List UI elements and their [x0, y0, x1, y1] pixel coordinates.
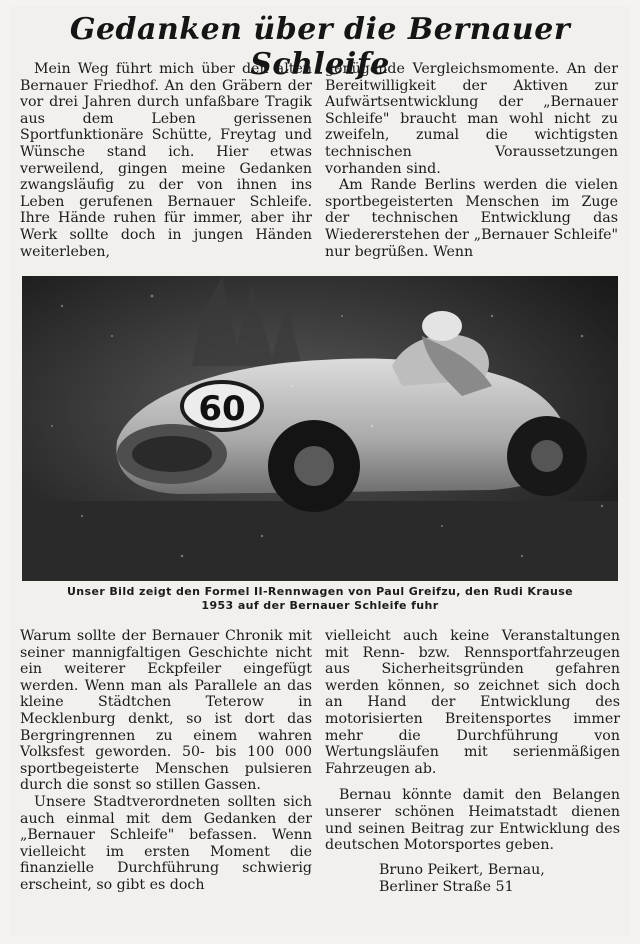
- article-column-top-right: [325, 61, 618, 260]
- paragraph: genügende Vergleichsmomente. An der Bereitwilligkeit der Aktiven zur Aufwärtsentwicklung der „Bernauer Schleife" braucht man wohl nicht zu zweifeln, zumal die wichtigsten technischen Voraussetzungen vorhanden sind.: [325, 61, 618, 177]
- paragraph: Mein Weg führt mich über den alten Bernauer Friedhof. An den Gräbern der vor drei Jahren durch unfaßbare Tragik aus dem Leben gerissenen Sportfunktionäre Schütte, Freytag und Wünsche stand ich. Hier etwas verweilend, gingen meine Gedanken zwangsläufig zu der von ihnen ins Leben gerufenen Bernauer Schleife. Ihre Hände ruhen für immer, aber ihr Werk sollte doch in jungen Händen weiterleben,: [20, 61, 312, 260]
- author-name: Bruno Peikert, Bernau,: [379, 861, 545, 878]
- paragraph: Unsere Stadtverordneten sollten sich auch einmal mit dem Gedanken der „Bernauer Schleife" befassen. Wenn vielleicht im ersten Moment die finanzielle Durchführung schwierig erscheint, so gibt es doch: [20, 793, 312, 893]
- author-signature: [325, 862, 620, 896]
- article-column-top-left: [20, 61, 312, 260]
- article-column-bottom-right: [325, 628, 620, 896]
- caption-line: Unser Bild zeigt den Formel II-Rennwagen von Paul Greifzu, den Rudi Krause: [66, 585, 574, 598]
- author-address: Berliner Straße 51: [379, 878, 514, 895]
- caption-line: 1953 auf der Bernauer Schleife fuhr: [201, 599, 439, 612]
- article-column-bottom-left: [20, 628, 312, 894]
- headline: Gedanken über die Bernauer Schleife: [69, 12, 571, 82]
- paragraph: Am Rande Berlins werden die vielen sportbegeisterten Menschen im Zuge der technischen Entwicklung das Wiedererstehen der „Bernauer Schleife" nur begrüßen. Wenn: [325, 177, 618, 260]
- paragraph: Bernau könnte damit den Belangen unserer schönen Heimatstadt dienen und seinen Beitrag zur Entwicklung des deutschen Motorsportes geben.: [325, 787, 620, 854]
- race-car-photo: [22, 276, 618, 581]
- paragraph: vielleicht auch keine Veranstaltungen mit Renn- bzw. Rennsportfahrzeugen aus Sicherheitsgründen gefahren werden können, so zeichnet sich doch an Hand der Entwicklung des motorisierten Breitensportes immer mehr die Durchführung von Wertungsläufen mit serienmäßigen Fahrzeugen ab.: [325, 628, 620, 777]
- photo-caption: [20, 585, 620, 613]
- paragraph: Warum sollte der Bernauer Chronik mit seiner mannigfaltigen Geschichte nicht ein weiterer Eckpfeiler eingefügt werden. Wenn man als Parallele an das kleine Städtchen Teterow in Mecklenburg denkt, so ist dort das Bergringrennen zu einem wahren Volksfest geworden. 50- bis 100 000 sportbegeisterte Menschen pulsieren durch die sonst so stillen Gassen.: [20, 628, 312, 794]
- car-number: 60: [198, 389, 246, 429]
